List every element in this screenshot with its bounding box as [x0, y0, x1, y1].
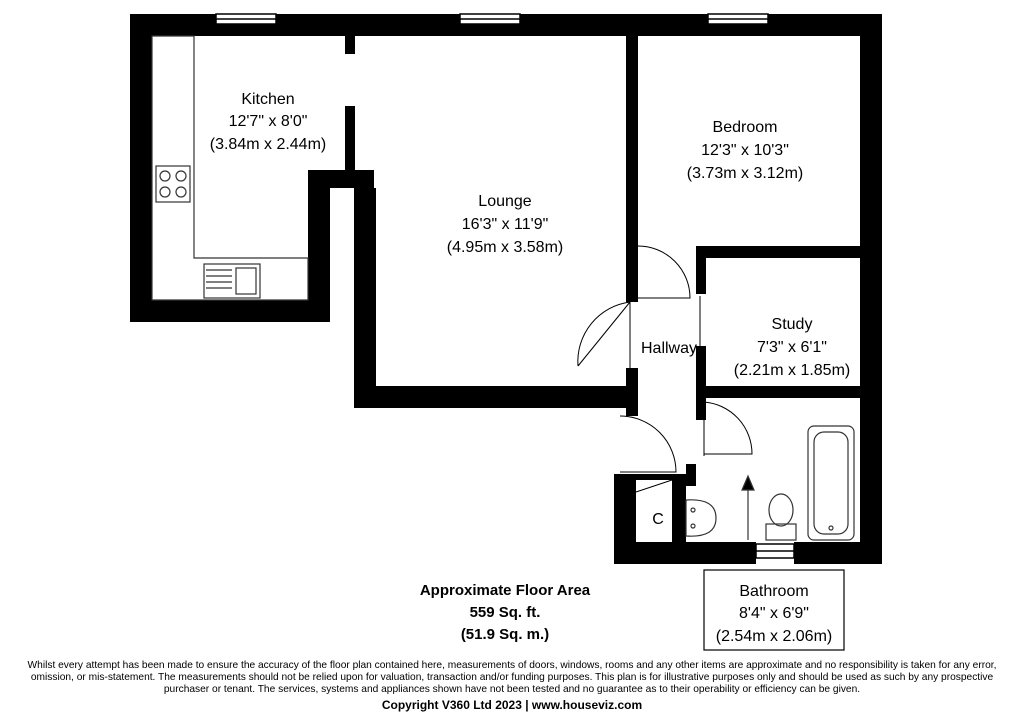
bathroom-name: Bathroom	[739, 583, 809, 600]
kitchen-name: Kitchen	[241, 91, 295, 108]
doors	[578, 246, 752, 492]
area-title: Approximate Floor Area	[419, 582, 591, 599]
bathroom-door	[704, 402, 752, 454]
floor-area	[420, 582, 591, 643]
cupboard-name: C	[652, 511, 664, 528]
copyright-text: Copyright V360 Ltd 2023 | www.houseviz.com	[381, 698, 643, 712]
hob	[156, 166, 190, 202]
disclaimer-text: Whilst every attempt has been made to ensure the accuracy of the floor plan contained here, measurements of doors, windows, rooms and any other items are approximate and no responsibility is taken for any error, omission, or mis-statement. The measurements should not be relied upon for valuation, transaction and/or funding purposes. This plan is for illustrative purposes only and should be used as such by any prospective purchaser or tenant. The services, systems and appliances shown have not been tested and no guarantee as to their operability or efficiency can be given.	[27, 660, 997, 695]
windows	[216, 14, 794, 558]
bedroom-door	[638, 246, 690, 298]
bathtub	[808, 426, 854, 540]
study-name: Study	[771, 316, 813, 333]
study-metric: (2.21m x 1.85m)	[733, 362, 851, 379]
lounge-metric: (4.95m x 3.58m)	[446, 239, 564, 256]
hallway-name: Hallway	[640, 340, 698, 357]
area-imperial: 559 Sq. ft.	[469, 604, 541, 621]
lounge-name: Lounge	[478, 193, 532, 210]
lounge-door	[578, 302, 630, 366]
kitchen-metric: (3.84m x 2.44m)	[209, 136, 327, 153]
entrance-door	[620, 416, 676, 472]
study-imperial: 7'3" x 6'1"	[757, 339, 827, 356]
lounge-imperial: 16'3" x 11'9"	[461, 216, 549, 233]
kitchen-imperial: 12'7" x 8'0"	[228, 113, 308, 130]
bedroom-name: Bedroom	[712, 119, 778, 136]
cupboard-door	[636, 480, 672, 492]
kitchen-sink	[204, 264, 260, 298]
bedroom-imperial: 12'3" x 10'3"	[701, 142, 789, 159]
bedroom-metric: (3.73m x 3.12m)	[686, 165, 804, 182]
basin	[686, 500, 716, 536]
bathroom-imperial: 8'4" x 6'9"	[739, 605, 809, 622]
bathroom-metric: (2.54m x 2.06m)	[715, 628, 833, 645]
area-metric: (51.9 Sq. m.)	[460, 626, 550, 643]
kitchen-worktop	[152, 36, 308, 300]
